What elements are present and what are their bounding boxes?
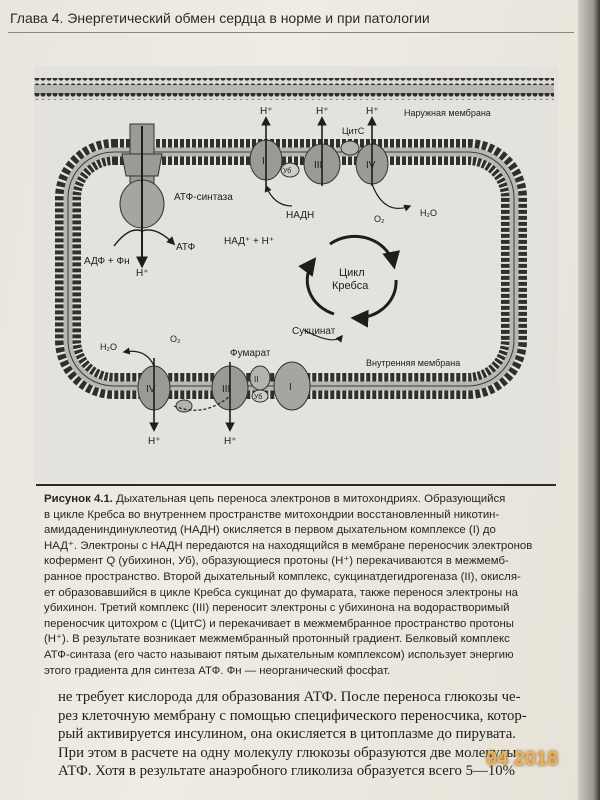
h-plus-top-1: H⁺ [260, 106, 273, 117]
cyt-c-label: ЦитС [342, 126, 365, 136]
complex-ii-bottom [250, 366, 270, 390]
complex-i-label: I [262, 156, 265, 167]
electron-transport-diagram [34, 66, 558, 482]
caption-title: Рисунок 4.1. [44, 493, 113, 505]
nadh-label: НАДН [286, 210, 315, 221]
complex-iii-label: III [314, 160, 323, 171]
o2-label-bottom: O₂ [170, 334, 181, 344]
ub-label-bottom: Уб [254, 394, 263, 401]
inner-membrane-label: Внутренняя мембрана [366, 358, 461, 368]
atp-synthase-label: АТФ-синтаза [174, 192, 233, 203]
h-plus-top-3: H⁺ [366, 106, 379, 117]
ub-label-top: Уб [283, 168, 292, 175]
page-edge [578, 0, 600, 800]
mitochondria-figure [34, 66, 558, 482]
complex-iv-label: IV [366, 160, 376, 171]
header-rule [8, 32, 574, 33]
cyt-c-top [341, 141, 359, 155]
complex-iv-bottom-label: IV [146, 384, 156, 395]
adp-label: АДФ + Фн [84, 256, 130, 267]
nad-label: НАД⁺ + H⁺ [224, 236, 275, 247]
h-plus-label: H⁺ [136, 268, 149, 279]
date-stamp: 04 2018 [486, 748, 559, 770]
complex-i-bottom-label: I [289, 382, 292, 393]
atp-label: АТФ [176, 242, 196, 253]
h-plus-bottom-2: H⁺ [224, 436, 237, 447]
running-head: Глава 4. Энергетический обмен сердца в норме и при патологии [10, 10, 430, 26]
outer-membrane-label: Наружная мембрана [404, 108, 491, 118]
h-plus-bottom-1: H⁺ [148, 436, 161, 447]
o2-label-top: O₂ [374, 214, 385, 224]
complex-iii-bottom-label: III [222, 384, 231, 395]
succinate-label: Сукцинат [292, 326, 336, 337]
complex-ii-label: II [254, 375, 259, 384]
krebs-label: Цикл Кребса [332, 267, 369, 292]
complex-i-bottom [274, 362, 310, 410]
caption-text: Дыхательная цепь переноса электронов в митохондриях. Образующийся в цикле Кребса во внутреннем пространстве митохондрии восстановленный никотин- амидадениндинуклеотид (НАДН) окисляется в первом дыхательном комплексе (I) до НАД⁺. Электроны с НАДН передаются на находящийся в мембране переносчик электронов кофермент Q (убихинон, Уб), образующиеся протоны (H⁺) перекачиваются в межмемб- ранное пространство. Второй дыхательный комплекс, сукцинатдегидрогеназа (II), окисля- ет образовавшийся в цикле Кребса сукцинат до фумарата, также перенося электроны на убихинон. Третий комплекс (III) переносит электроны с убихинона на водорастворимый переносчик цитохром с (ЦитС) и перекачивает в межмембранное пространство протоны (H⁺). В результате возникает межмембранный протонный градиент. Белковый комплекс АТФ-синтаза (его часто называют пятым дыхательным комплексом) использует энергию этого градиента для синтеза АТФ. Фн — неорганический фосфат. [44, 493, 533, 677]
fumarate-label: Фумарат [230, 348, 271, 359]
h2o-label-top: H₂O [420, 208, 437, 218]
h2o-label-bottom: H₂O [100, 342, 117, 352]
body-paragraph: не требует кислорода для образования АТФ. После переноса глюкозы че- рез клеточную мембрану с помощью специфического переносчика, котор- рый активируется инсулином, она окисляется в цитоплазме до пирувата. При этом в расчете на одну молекулу глюкозы образуются две молекулы АТФ. Хотя в результате анаэробного гликолиза образуется всего 5—10% [58, 689, 527, 780]
figure-caption [44, 492, 554, 679]
h-plus-top-2: H⁺ [316, 106, 329, 117]
caption-rule [36, 484, 556, 486]
